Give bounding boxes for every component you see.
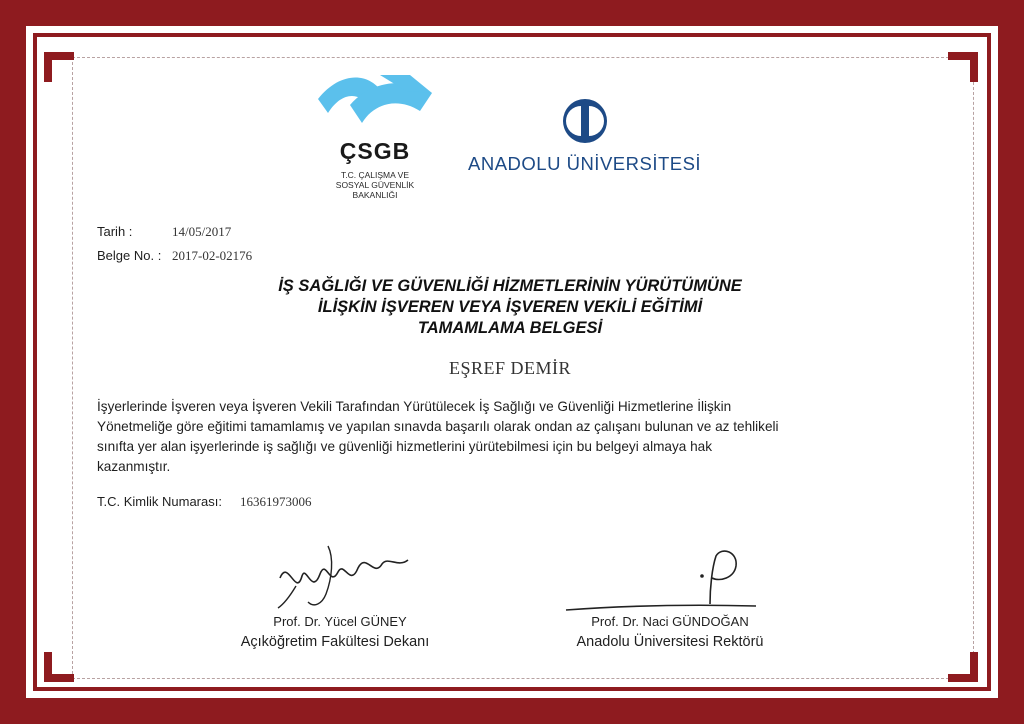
university-name: ANADOLU ÜNİVERSİTESİ (468, 153, 702, 174)
ministry-name (300, 170, 450, 200)
body-line: kazanmıştır. (97, 459, 171, 474)
rector-name: Prof. Dr. Naci GÜNDOĞAN (591, 614, 749, 629)
title-line: İLİŞKİN İŞVEREN VEYA İŞVEREN VEKİLİ EĞİTİMİ (317, 298, 703, 316)
body-line: İşyerlerinde İşveren veya İşveren Vekili Tarafından Yürütülecek İş Sağlığı ve Güvenliği Hizmetlerine İlişkin (97, 399, 732, 414)
dean-signature-icon (268, 538, 418, 613)
recipient-name: EŞREF DEMİR (448, 358, 572, 378)
csgb-logo-icon (310, 65, 438, 140)
corner-ornament-top-right (948, 52, 978, 82)
corner-ornament-bottom-left (44, 652, 74, 682)
date-label: Tarih : (97, 224, 133, 239)
anadolu-university-logo-icon (555, 96, 615, 146)
corner-ornament-top-left (44, 52, 74, 82)
document-number-label: Belge No. : (97, 248, 162, 263)
certificate-body (97, 397, 877, 477)
title-line: İŞ SAĞLIĞI VE GÜVENLİĞİ HİZMETLERİNİN YÜRÜTÜMÜNE (278, 277, 742, 295)
id-number-label: T.C. Kimlik Numarası: (97, 494, 222, 509)
rector-title: Anadolu Üniversitesi Rektörü (576, 634, 764, 650)
corner-ornament-bottom-right (948, 652, 978, 682)
rector-signature-icon (560, 548, 760, 618)
date-value: 14/05/2017 (172, 224, 232, 239)
body-line: sınıfta yer alan işyerlerinde iş sağlığı ve güvenliği hizmetlerini yürütebilmesi için bu belgeyi almaya hak (97, 439, 713, 454)
id-number-value: 16361973006 (240, 494, 312, 509)
ministry-line: BAKANLIĞI (352, 190, 398, 200)
dean-name: Prof. Dr. Yücel GÜNEY (273, 614, 407, 629)
body-line: Yönetmeliğe göre eğitimi tamamlamış ve yapılan sınavda başarılı olarak ondan az çalışanı bulunan ve az tehlikeli (97, 419, 779, 434)
csgb-logo-text: ÇSGB (339, 138, 411, 164)
certificate-title (160, 276, 860, 339)
dean-title: Açıköğretim Fakültesi Dekanı (240, 634, 430, 650)
title-line: TAMAMLAMA BELGESİ (417, 319, 603, 337)
document-number-value: 2017-02-02176 (172, 248, 253, 263)
ministry-line: T.C. ÇALIŞMA VE (340, 170, 410, 180)
ministry-line: SOSYAL GÜVENLİK (335, 180, 415, 190)
